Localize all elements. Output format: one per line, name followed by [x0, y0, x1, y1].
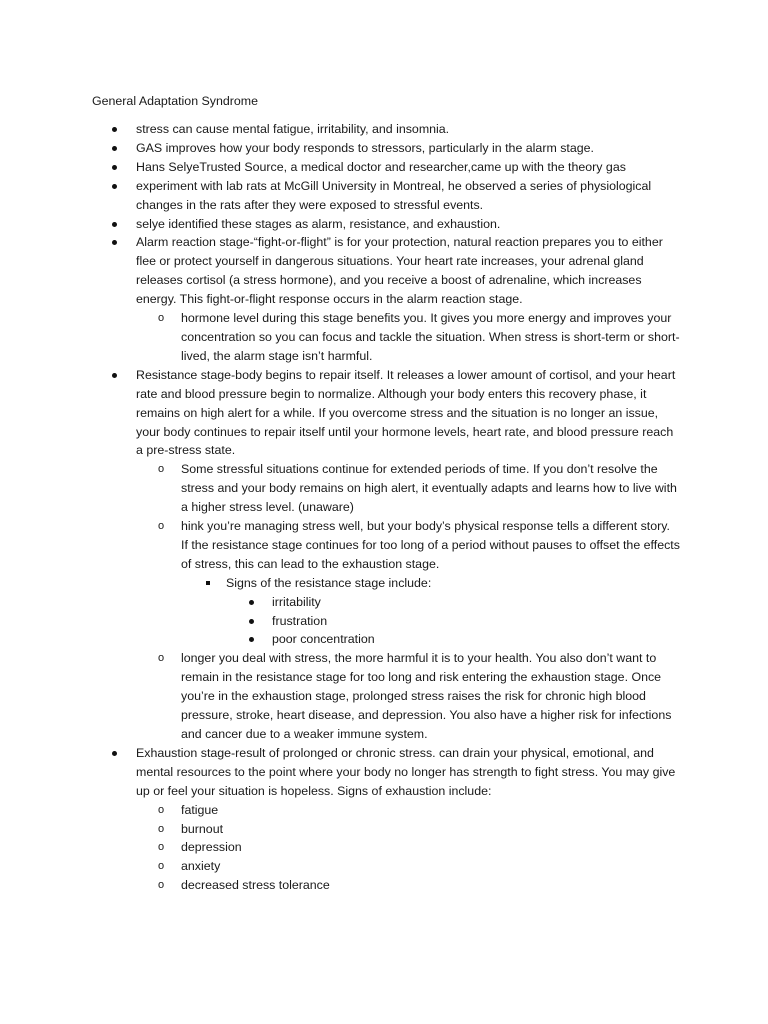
bullet-icon: [112, 146, 117, 151]
sub-list-item: o hink you’re managing stress well, but your body’s physical response tells a different story. If the resistance stage continues for too long of a period without pauses to offset the effects of stress, this can lead to the exhaustion stage. Signs of the resistance stage include: irritability frustration poor concentration: [136, 517, 680, 649]
exhaustion-signs-list: [136, 801, 680, 896]
sub-list-item: o burnout: [136, 820, 680, 839]
sub-sub-list-item: Signs of the resistance stage include: irritability frustration poor concentration: [181, 574, 680, 650]
sub-list-item: o depression: [136, 838, 680, 857]
circle-bullet-icon: o: [158, 841, 165, 854]
sub-list: [136, 460, 680, 744]
sub-list-item: o Some stressful situations continue for extended periods of time. If you don’t resolve the stress and your body remains on high alert, it eventually adapts and learns how to live with a higher stress level. (unaware): [158, 462, 677, 515]
bullet-icon: [112, 222, 117, 227]
list-item: GAS improves how your body responds to stressors, particularly in the alarm stage.: [108, 139, 680, 158]
circle-bullet-icon: o: [158, 520, 165, 533]
bullet-icon: [249, 600, 254, 605]
circle-bullet-icon: o: [158, 860, 165, 873]
bullet-icon: [112, 165, 117, 170]
bullet-icon: [249, 637, 254, 642]
sub-list-item: o hormone level during this stage benefits you. It gives you more energy and improves your concentration so you can focus and tackle the situation. When stress is short-term or short-lived, the alarm stage isn’t harmful.: [158, 311, 680, 363]
list-item: experiment with lab rats at McGill University in Montreal, he observed a series of physiological changes in the rats after they were exposed to stressful events.: [108, 177, 680, 215]
sub-sub-list: [181, 574, 680, 650]
signs-list-item: irritability: [226, 593, 680, 612]
sub-list-item: o anxiety: [136, 857, 680, 876]
list-item: Hans SelyeTrusted Source, a medical doctor and researcher,came up with the theory gas: [108, 158, 680, 177]
signs-list-item: poor concentration: [226, 630, 680, 649]
bullet-icon: [112, 127, 117, 132]
sub-list-item: o fatigue: [136, 801, 680, 820]
sub-list-item: o longer you deal with stress, the more harmful it is to your health. You also don’t want to remain in the resistance stage for too long and risk entering the exhaustion stage. Once you’re in the exhaustion stage, prolonged stress raises the risk for chronic high blood pressure, stroke, heart disease, and depression. You also have a higher risk for infections and cancer due to a weaker immune system.: [158, 651, 672, 741]
circle-bullet-icon: o: [158, 803, 165, 816]
circle-bullet-icon: o: [158, 463, 165, 476]
list-item: stress can cause mental fatigue, irritability, and insomnia.: [108, 120, 680, 139]
signs-list: [226, 593, 680, 650]
circle-bullet-icon: o: [158, 822, 165, 835]
bullet-icon: [112, 751, 117, 756]
circle-bullet-icon: o: [158, 312, 165, 325]
sub-list: [136, 309, 680, 366]
bullet-icon: [112, 240, 117, 245]
square-bullet-icon: [206, 581, 210, 585]
main-bullet-list: [108, 120, 680, 895]
signs-list-item: frustration: [226, 612, 680, 631]
document-title: General Adaptation Syndrome: [92, 94, 259, 108]
bullet-icon: [249, 619, 254, 624]
list-item: selye identified these stages as alarm, resistance, and exhaustion.: [108, 215, 680, 234]
bullet-icon: [112, 373, 117, 378]
circle-bullet-icon: o: [158, 652, 165, 665]
list-item-alarm-stage: Alarm reaction stage-“fight-or-flight” is for your protection, natural reaction prepares you to either flee or protect yourself in dangerous situations. Your heart rate increases, your adrenal gland releases cortisol (a stress hormone), and you receive a boost of adrenaline, which increases energy. This fight-or-flight response occurs in the alarm reaction stage. o hormone level during this stage benefits you. It gives you more energy and improves your concentration so you can focus and tackle the situation. When stress is short-term or short-lived, the alarm stage isn’t harmful.: [108, 233, 680, 365]
circle-bullet-icon: o: [158, 879, 165, 892]
list-item-exhaustion-stage: Exhaustion stage-result of prolonged or chronic stress. can drain your physical, emotional, and mental resources to the point where your body no longer has strength to fight stress. You may give up or feel your situation is hopeless. Signs of exhaustion include: o fatigue o burnout o depression o anxiety o decreased stress tolerance: [108, 744, 680, 895]
list-item-resistance-stage: Resistance stage-body begins to repair itself. It releases a lower amount of cortisol, and your heart rate and blood pressure begin to normalize. Although your body enters this recovery phase, it remains on high alert for a while. If you overcome stress and the situation is no longer an issue, your body continues to repair itself until your hormone levels, heart rate, and blood pressure reach a pre-stress state. o Some stressful situations continue for extended periods of time. If you don’t resolve the stress and your body remains on high alert, it eventually adapts and learns how to live with a higher stress level. (unaware) o hink you’re managing stress well, but your body’s physical response tells a different story. If the resistance stage continues for too long of a period without pauses to offset the effects of stress, this can lead to the exhaustion stage. Signs of the resistance stage include: irritability frustration poor concentration o longer you deal with stress, the more harmful it is to your health. You also don’t want to remain in the resistance stage for too long and risk entering the exhaustion stage. Once you’re in the exhaustion stage, prolonged stress raises the risk for chronic high blood pressure, stroke, heart disease, and depression. You also have a higher risk for infections and cancer due to a weaker immune system.: [108, 366, 680, 744]
bullet-icon: [112, 184, 117, 189]
sub-list-item: o decreased stress tolerance: [136, 876, 680, 895]
